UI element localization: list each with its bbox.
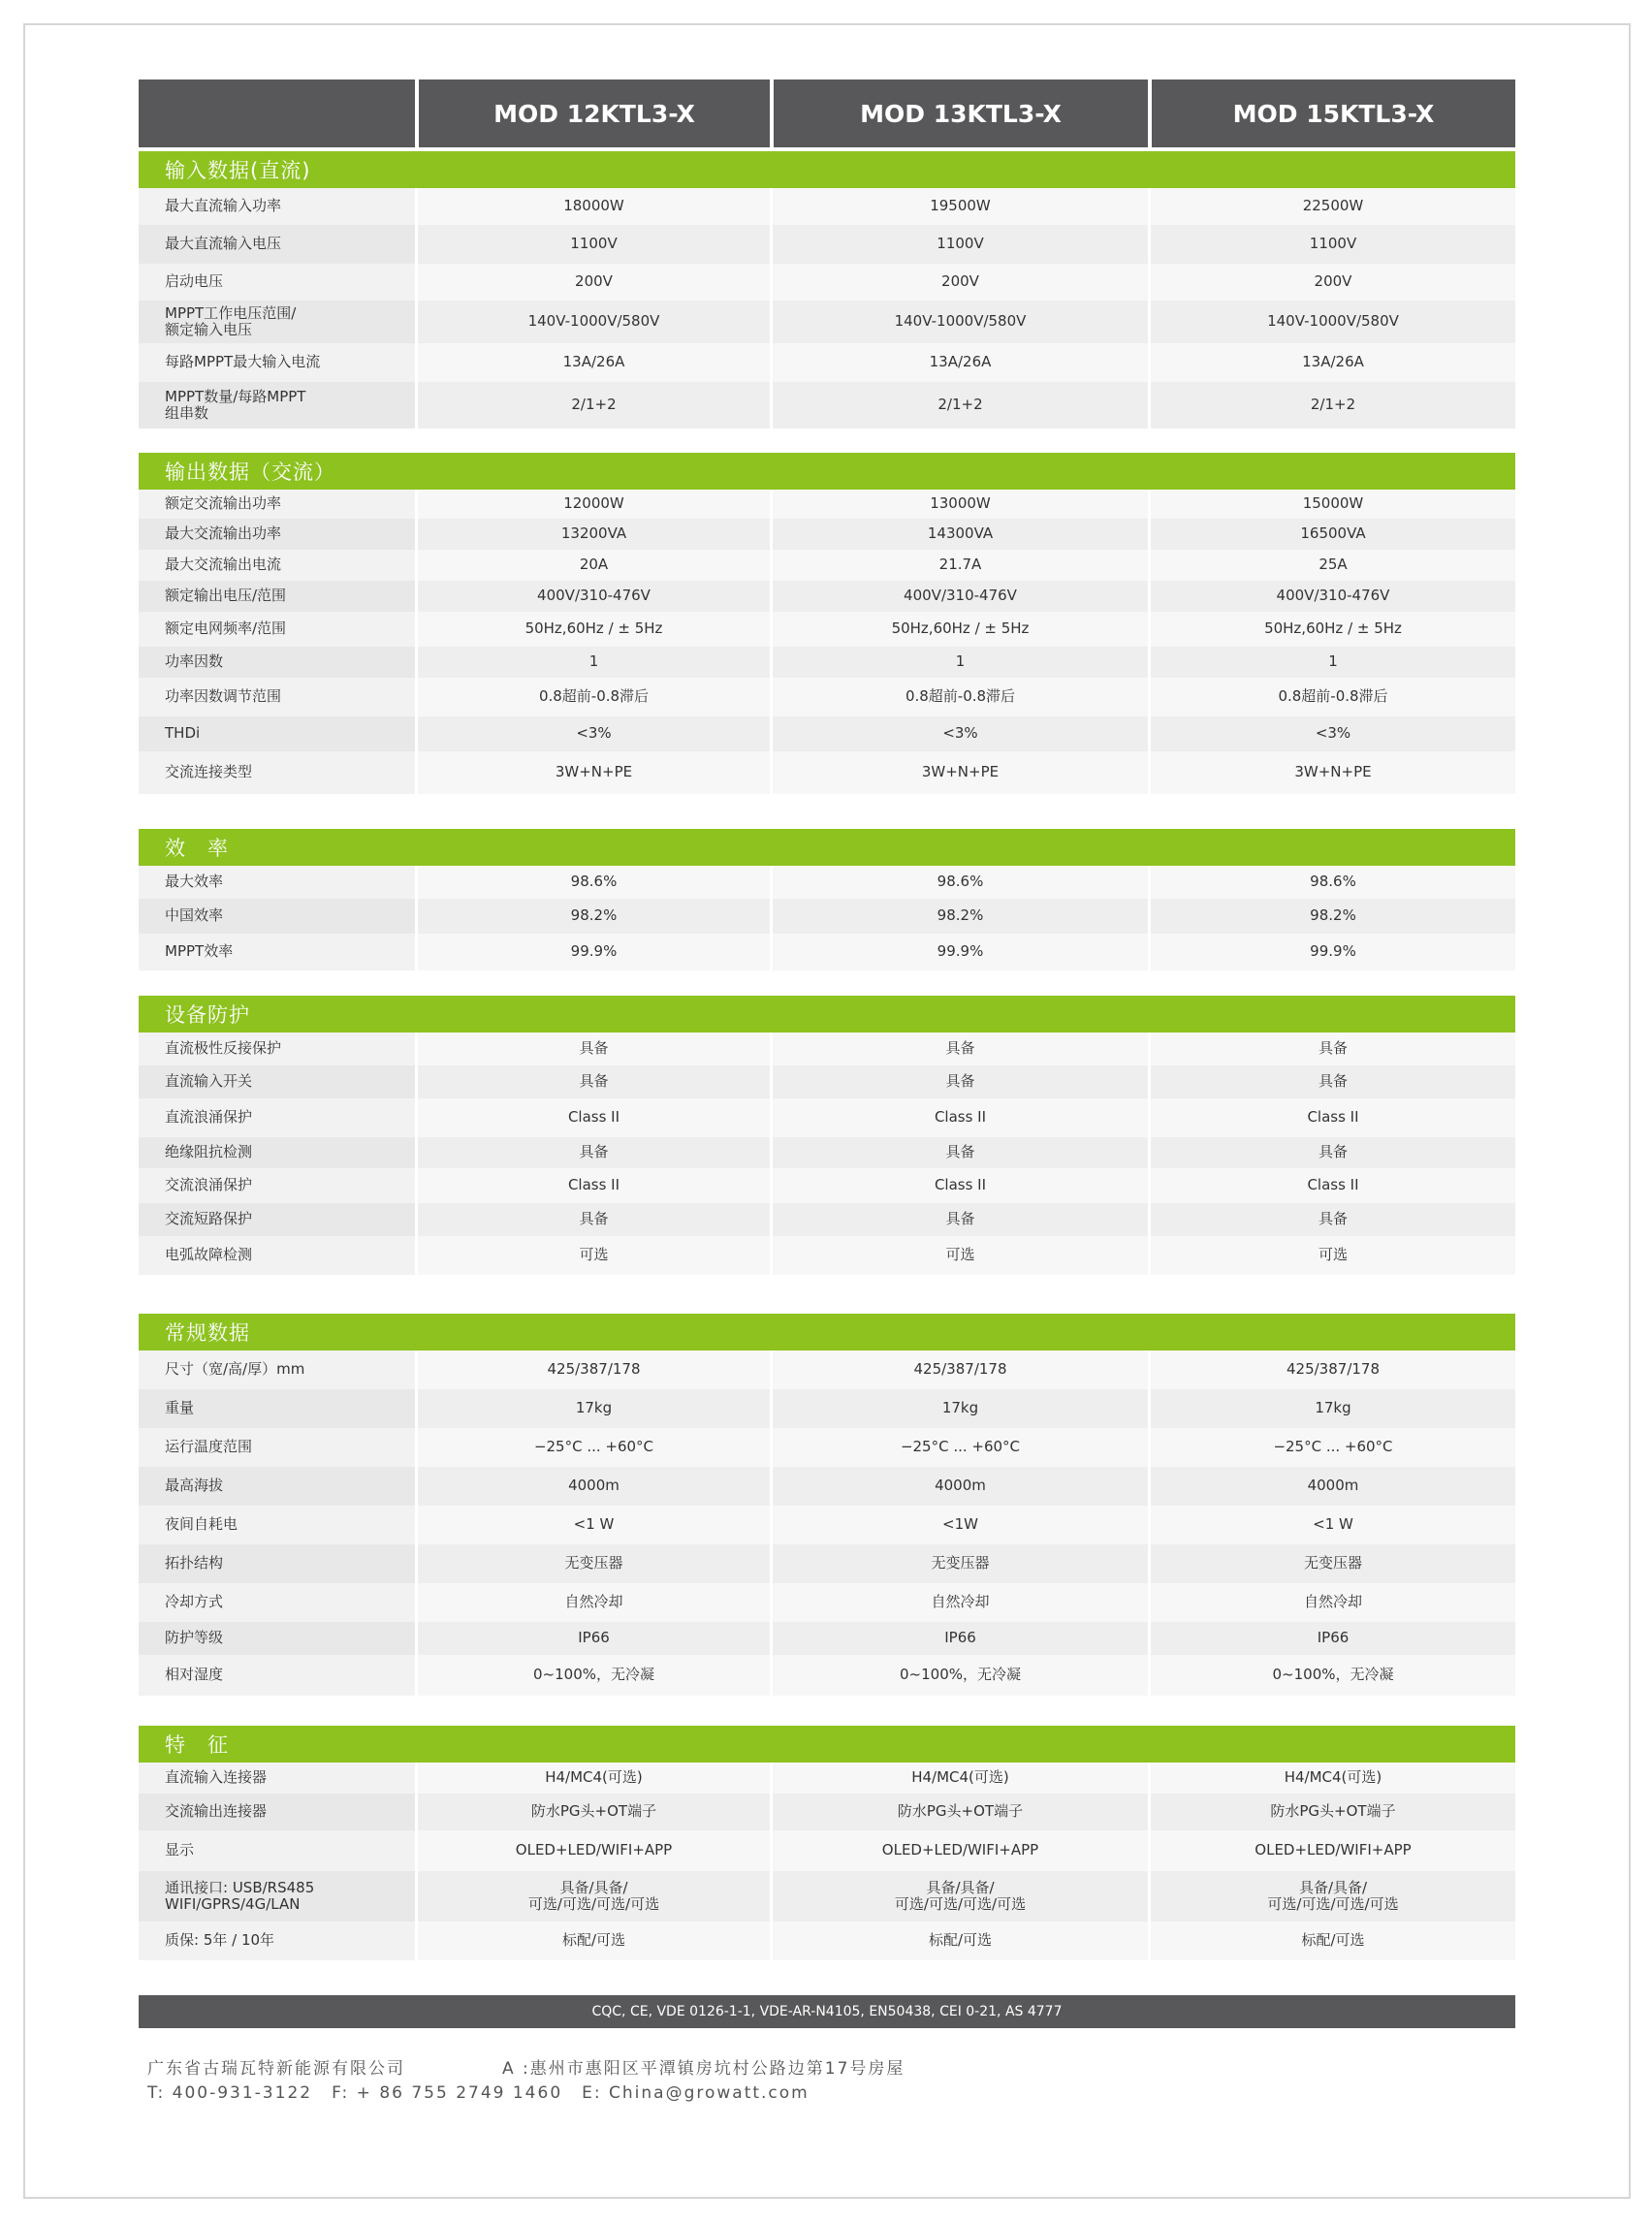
table-row bbox=[139, 1065, 1515, 1098]
row-value: −25°C ... +60°C bbox=[415, 1428, 770, 1467]
row-value: <3% bbox=[770, 716, 1148, 751]
row-value: 13000W bbox=[770, 490, 1148, 519]
row-value: 具备 bbox=[770, 1203, 1148, 1236]
row-value: 具备 bbox=[415, 1033, 770, 1065]
row-label: 最大直流输入电压 bbox=[139, 225, 415, 264]
row-value: OLED+LED/WIFI+APP bbox=[1148, 1830, 1515, 1871]
row-value: 4000m bbox=[415, 1467, 770, 1506]
row-value: 2/1+2 bbox=[770, 382, 1148, 429]
row-value: 98.2% bbox=[770, 899, 1148, 934]
row-value: 200V bbox=[415, 264, 770, 301]
section-gap bbox=[139, 1696, 1515, 1726]
row-value: 1 bbox=[770, 647, 1148, 678]
row-value: H4/MC4(可选) bbox=[770, 1763, 1148, 1794]
row-value: 98.6% bbox=[1148, 866, 1515, 899]
table-row bbox=[139, 343, 1515, 382]
row-value: Class II bbox=[1148, 1168, 1515, 1203]
row-value: <1W bbox=[770, 1506, 1148, 1544]
row-label: 电弧故障检测 bbox=[139, 1236, 415, 1275]
row-value: 具备/具备/ 可选/可选/可选/可选 bbox=[1148, 1871, 1515, 1922]
row-value: 15000W bbox=[1148, 490, 1515, 519]
footer-company: 广东省古瑞瓦特新能源有限公司 bbox=[147, 2059, 405, 2079]
row-value: 99.9% bbox=[1148, 934, 1515, 970]
row-value: IP66 bbox=[1148, 1622, 1515, 1655]
row-value: 200V bbox=[770, 264, 1148, 301]
row-value: 自然冷却 bbox=[1148, 1583, 1515, 1622]
row-value: <3% bbox=[415, 716, 770, 751]
table-row bbox=[139, 1203, 1515, 1236]
row-value: 98.6% bbox=[770, 866, 1148, 899]
row-value: 具备/具备/ 可选/可选/可选/可选 bbox=[415, 1871, 770, 1922]
section-title: 输入数据(直流) bbox=[139, 151, 1515, 188]
section-title: 效 率 bbox=[139, 829, 1515, 866]
row-label: 质保: 5年 / 10年 bbox=[139, 1922, 415, 1960]
row-value: 400V/310-476V bbox=[770, 581, 1148, 612]
row-value: 可选 bbox=[770, 1236, 1148, 1275]
row-value: 19500W bbox=[770, 188, 1148, 225]
row-value: 400V/310-476V bbox=[1148, 581, 1515, 612]
table-header-row bbox=[139, 79, 1515, 147]
table-row bbox=[139, 647, 1515, 678]
row-value: Class II bbox=[415, 1168, 770, 1203]
row-label: 重量 bbox=[139, 1389, 415, 1428]
row-value: 98.6% bbox=[415, 866, 770, 899]
spec-section bbox=[139, 1314, 1515, 1696]
row-value: 140V-1000V/580V bbox=[770, 301, 1148, 343]
row-value: 25A bbox=[1148, 550, 1515, 581]
row-value: 标配/可选 bbox=[1148, 1922, 1515, 1960]
row-value: 98.2% bbox=[1148, 899, 1515, 934]
row-value: 标配/可选 bbox=[770, 1922, 1148, 1960]
section-title: 设备防护 bbox=[139, 996, 1515, 1033]
row-value: 2/1+2 bbox=[1148, 382, 1515, 429]
row-value: 21.7A bbox=[770, 550, 1148, 581]
row-value: OLED+LED/WIFI+APP bbox=[415, 1830, 770, 1871]
row-value: 防水PG头+OT端子 bbox=[1148, 1794, 1515, 1830]
table-row bbox=[139, 1168, 1515, 1203]
footer bbox=[147, 2053, 1117, 2106]
header-model-13ktl3: MOD 13KTL3-X bbox=[770, 79, 1148, 147]
row-value: 1 bbox=[415, 647, 770, 678]
table-row bbox=[139, 1871, 1515, 1922]
row-label: 最大效率 bbox=[139, 866, 415, 899]
row-label: 最大交流输出电流 bbox=[139, 550, 415, 581]
table-row bbox=[139, 612, 1515, 647]
table-row bbox=[139, 581, 1515, 612]
table-row bbox=[139, 934, 1515, 970]
row-value: 4000m bbox=[770, 1467, 1148, 1506]
row-label: MPPT效率 bbox=[139, 934, 415, 970]
table-row bbox=[139, 1544, 1515, 1583]
row-value: Class II bbox=[415, 1098, 770, 1137]
spec-section bbox=[139, 996, 1515, 1275]
table-row bbox=[139, 490, 1515, 519]
row-value: 防水PG头+OT端子 bbox=[415, 1794, 770, 1830]
row-label: 每路MPPT最大输入电流 bbox=[139, 343, 415, 382]
row-value: 425/387/178 bbox=[415, 1350, 770, 1389]
row-value: IP66 bbox=[770, 1622, 1148, 1655]
row-value: 18000W bbox=[415, 188, 770, 225]
row-label: 直流输入连接器 bbox=[139, 1763, 415, 1794]
table-row bbox=[139, 382, 1515, 429]
footer-line-1 bbox=[147, 2053, 1117, 2080]
header-model-12ktl3: MOD 12KTL3-X bbox=[415, 79, 770, 147]
row-value: 0~100%，无冷凝 bbox=[770, 1655, 1148, 1696]
spec-section bbox=[139, 1726, 1515, 1960]
table-row bbox=[139, 866, 1515, 899]
table-row bbox=[139, 1137, 1515, 1168]
table-row bbox=[139, 188, 1515, 225]
row-value: 可选 bbox=[415, 1236, 770, 1275]
row-value: 1100V bbox=[415, 225, 770, 264]
row-label: 通讯接口: USB/RS485 WIFI/GPRS/4G/LAN bbox=[139, 1871, 415, 1922]
row-value: <1 W bbox=[1148, 1506, 1515, 1544]
row-value: 16500VA bbox=[1148, 519, 1515, 550]
row-value: 无变压器 bbox=[1148, 1544, 1515, 1583]
row-label: 额定交流输出功率 bbox=[139, 490, 415, 519]
row-label: 额定输出电压/范围 bbox=[139, 581, 415, 612]
table-row bbox=[139, 1467, 1515, 1506]
row-value: 425/387/178 bbox=[1148, 1350, 1515, 1389]
row-value: 无变压器 bbox=[415, 1544, 770, 1583]
row-label: 拓扑结构 bbox=[139, 1544, 415, 1583]
row-value: 400V/310-476V bbox=[415, 581, 770, 612]
row-value: 具备 bbox=[1148, 1203, 1515, 1236]
row-value: 自然冷却 bbox=[770, 1583, 1148, 1622]
footer-address: A :惠州市惠阳区平潭镇房坑村公路边第17号房屋 bbox=[502, 2059, 905, 2079]
row-value: <3% bbox=[1148, 716, 1515, 751]
row-label: 功率因数调节范围 bbox=[139, 678, 415, 716]
row-value: −25°C ... +60°C bbox=[1148, 1428, 1515, 1467]
section-gap bbox=[139, 794, 1515, 829]
row-value: Class II bbox=[770, 1168, 1148, 1203]
row-value: 13A/26A bbox=[1148, 343, 1515, 382]
section-title: 输出数据（交流） bbox=[139, 453, 1515, 490]
row-label: 尺寸（宽/高/厚）mm bbox=[139, 1350, 415, 1389]
row-label: 直流浪涌保护 bbox=[139, 1098, 415, 1137]
row-label: 最大直流输入功率 bbox=[139, 188, 415, 225]
row-value: Class II bbox=[770, 1098, 1148, 1137]
table-row bbox=[139, 550, 1515, 581]
row-value: 具备 bbox=[770, 1065, 1148, 1098]
row-value: 14300VA bbox=[770, 519, 1148, 550]
row-label: 启动电压 bbox=[139, 264, 415, 301]
row-value: 0~100%，无冷凝 bbox=[1148, 1655, 1515, 1696]
sections-container bbox=[139, 147, 1515, 1960]
row-value: 标配/可选 bbox=[415, 1922, 770, 1960]
table-row bbox=[139, 1098, 1515, 1137]
row-value: 具备 bbox=[1148, 1137, 1515, 1168]
row-value: 具备 bbox=[770, 1137, 1148, 1168]
row-label: 功率因数 bbox=[139, 647, 415, 678]
row-value: 3W+N+PE bbox=[415, 751, 770, 794]
table-row bbox=[139, 225, 1515, 264]
row-value: 2/1+2 bbox=[415, 382, 770, 429]
table-row bbox=[139, 519, 1515, 550]
row-value: 12000W bbox=[415, 490, 770, 519]
footer-line-2 bbox=[147, 2080, 1117, 2106]
row-label: 显示 bbox=[139, 1830, 415, 1871]
footer-tel: T: 400-931-3122 bbox=[147, 2082, 313, 2103]
table-row bbox=[139, 899, 1515, 934]
table-row bbox=[139, 751, 1515, 794]
row-value: 13A/26A bbox=[415, 343, 770, 382]
row-value: 99.9% bbox=[415, 934, 770, 970]
row-label: 直流极性反接保护 bbox=[139, 1033, 415, 1065]
row-value: 具备 bbox=[415, 1203, 770, 1236]
table-row bbox=[139, 1506, 1515, 1544]
row-value: 4000m bbox=[1148, 1467, 1515, 1506]
row-value: 20A bbox=[415, 550, 770, 581]
spec-section bbox=[139, 453, 1515, 794]
footer-email: E: China@growatt.com bbox=[582, 2082, 810, 2103]
row-value: 0.8超前-0.8滞后 bbox=[770, 678, 1148, 716]
row-value: 无变压器 bbox=[770, 1544, 1148, 1583]
section-title: 特 征 bbox=[139, 1726, 1515, 1763]
footer-fax: F: + 86 755 2749 1460 bbox=[332, 2082, 563, 2103]
row-label: 冷却方式 bbox=[139, 1583, 415, 1622]
table-row bbox=[139, 716, 1515, 751]
table-row bbox=[139, 264, 1515, 301]
row-value: −25°C ... +60°C bbox=[770, 1428, 1148, 1467]
row-label: 交流连接类型 bbox=[139, 751, 415, 794]
row-value: 17kg bbox=[770, 1389, 1148, 1428]
row-label: 夜间自耗电 bbox=[139, 1506, 415, 1544]
row-value: 1100V bbox=[1148, 225, 1515, 264]
header-blank-cell bbox=[139, 79, 415, 147]
row-value: <1 W bbox=[415, 1506, 770, 1544]
row-value: 50Hz,60Hz / ± 5Hz bbox=[415, 612, 770, 647]
row-value: 具备 bbox=[770, 1033, 1148, 1065]
row-label: 相对湿度 bbox=[139, 1655, 415, 1696]
table-row bbox=[139, 1830, 1515, 1871]
row-value: 1 bbox=[1148, 647, 1515, 678]
table-row bbox=[139, 1389, 1515, 1428]
table-row bbox=[139, 1350, 1515, 1389]
row-value: 0~100%，无冷凝 bbox=[415, 1655, 770, 1696]
row-label: 交流输出连接器 bbox=[139, 1794, 415, 1830]
row-value: 1100V bbox=[770, 225, 1148, 264]
row-label: 交流短路保护 bbox=[139, 1203, 415, 1236]
row-label: MPPT数量/每路MPPT 组串数 bbox=[139, 382, 415, 429]
row-label: 运行温度范围 bbox=[139, 1428, 415, 1467]
row-value: 具备 bbox=[1148, 1033, 1515, 1065]
row-label: 最大交流输出功率 bbox=[139, 519, 415, 550]
spec-section bbox=[139, 829, 1515, 970]
row-label: 最高海拔 bbox=[139, 1467, 415, 1506]
row-value: 0.8超前-0.8滞后 bbox=[1148, 678, 1515, 716]
row-label: 中国效率 bbox=[139, 899, 415, 934]
row-value: 140V-1000V/580V bbox=[415, 301, 770, 343]
row-value: 3W+N+PE bbox=[1148, 751, 1515, 794]
row-value: 200V bbox=[1148, 264, 1515, 301]
row-value: 17kg bbox=[1148, 1389, 1515, 1428]
table-row bbox=[139, 1655, 1515, 1696]
row-value: 具备 bbox=[415, 1137, 770, 1168]
row-value: 自然冷却 bbox=[415, 1583, 770, 1622]
row-value: 具备/具备/ 可选/可选/可选/可选 bbox=[770, 1871, 1148, 1922]
row-label: 额定电网频率/范围 bbox=[139, 612, 415, 647]
spec-section bbox=[139, 151, 1515, 429]
row-value: 13A/26A bbox=[770, 343, 1148, 382]
table-row bbox=[139, 301, 1515, 343]
row-value: 具备 bbox=[1148, 1065, 1515, 1098]
row-value: Class II bbox=[1148, 1098, 1515, 1137]
table-row bbox=[139, 1583, 1515, 1622]
row-value: 17kg bbox=[415, 1389, 770, 1428]
row-value: OLED+LED/WIFI+APP bbox=[770, 1830, 1148, 1871]
row-value: 22500W bbox=[1148, 188, 1515, 225]
row-value: 13200VA bbox=[415, 519, 770, 550]
row-value: H4/MC4(可选) bbox=[1148, 1763, 1515, 1794]
table-row bbox=[139, 1033, 1515, 1065]
row-label: 绝缘阻抗检测 bbox=[139, 1137, 415, 1168]
row-value: 50Hz,60Hz / ± 5Hz bbox=[770, 612, 1148, 647]
table-row bbox=[139, 1922, 1515, 1960]
section-gap bbox=[139, 1275, 1515, 1314]
section-gap bbox=[139, 429, 1515, 453]
table-row bbox=[139, 1763, 1515, 1794]
row-value: IP66 bbox=[415, 1622, 770, 1655]
section-title: 常规数据 bbox=[139, 1314, 1515, 1350]
row-label: 防护等级 bbox=[139, 1622, 415, 1655]
section-gap bbox=[139, 970, 1515, 996]
certification-bar: CQC, CE, VDE 0126-1-1, VDE-AR-N4105, EN50438, CEI 0-21, AS 4777 bbox=[139, 1995, 1515, 2028]
row-label: MPPT工作电压范围/ 额定输入电压 bbox=[139, 301, 415, 343]
row-value: 防水PG头+OT端子 bbox=[770, 1794, 1148, 1830]
row-value: 具备 bbox=[415, 1065, 770, 1098]
spec-table bbox=[139, 79, 1515, 1960]
row-value: 425/387/178 bbox=[770, 1350, 1148, 1389]
table-row bbox=[139, 1428, 1515, 1467]
row-value: 99.9% bbox=[770, 934, 1148, 970]
row-value: 98.2% bbox=[415, 899, 770, 934]
header-model-15ktl3: MOD 15KTL3-X bbox=[1148, 79, 1515, 147]
row-value: 0.8超前-0.8滞后 bbox=[415, 678, 770, 716]
table-row bbox=[139, 1622, 1515, 1655]
row-value: 3W+N+PE bbox=[770, 751, 1148, 794]
row-value: 可选 bbox=[1148, 1236, 1515, 1275]
table-row bbox=[139, 1794, 1515, 1830]
row-value: H4/MC4(可选) bbox=[415, 1763, 770, 1794]
row-value: 140V-1000V/580V bbox=[1148, 301, 1515, 343]
table-row bbox=[139, 1236, 1515, 1275]
row-label: 直流输入开关 bbox=[139, 1065, 415, 1098]
table-row bbox=[139, 678, 1515, 716]
row-label: 交流浪涌保护 bbox=[139, 1168, 415, 1203]
row-value: 50Hz,60Hz / ± 5Hz bbox=[1148, 612, 1515, 647]
row-label: THDi bbox=[139, 716, 415, 751]
